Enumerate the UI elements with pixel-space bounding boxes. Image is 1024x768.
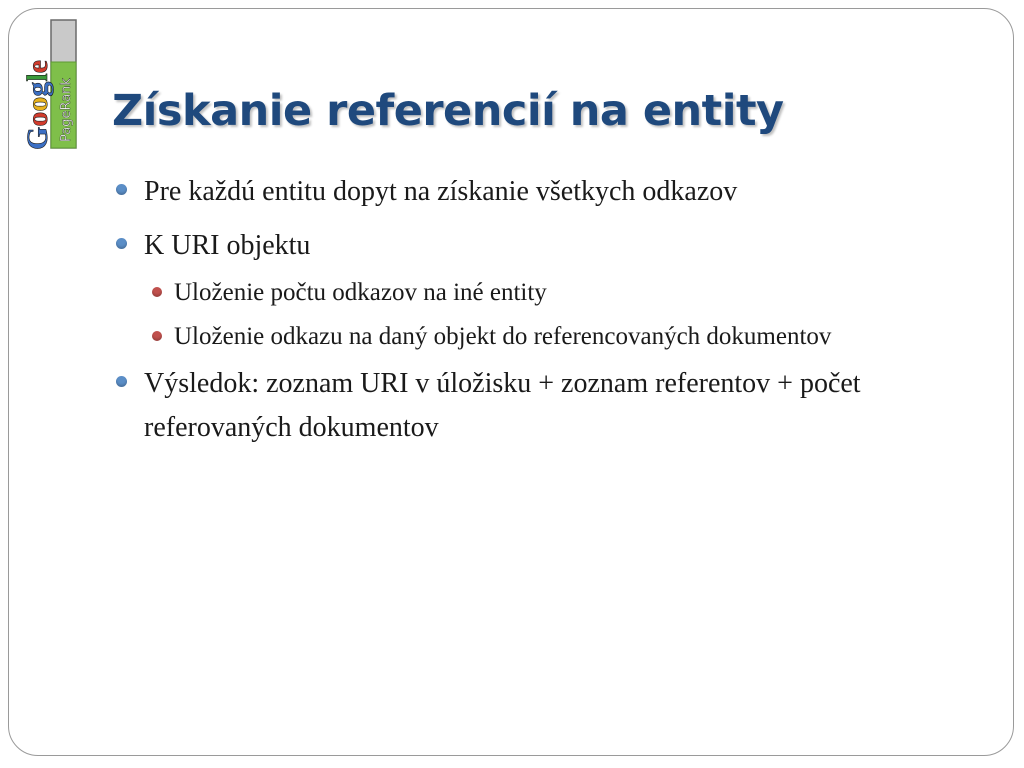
sub-bullet-item bbox=[116, 272, 936, 314]
google-wordmark bbox=[21, 60, 54, 150]
bullet-dot-icon bbox=[116, 376, 127, 387]
bullet-item bbox=[116, 362, 936, 450]
bullet-list bbox=[116, 170, 936, 460]
slide-title: Získanie referencií na entity bbox=[112, 86, 784, 136]
bullet-item bbox=[116, 224, 936, 268]
pagerank-logo-icon bbox=[20, 18, 80, 152]
sub-bullet-dot-icon bbox=[152, 331, 162, 341]
sub-bullet-text: Uloženie počtu odkazov na iné entity bbox=[174, 279, 547, 306]
sub-bullet-dot-icon bbox=[152, 287, 162, 297]
sub-bullet-text: Uloženie odkazu na daný objekt do referencovaných dokumentov bbox=[174, 323, 832, 350]
pagerank-text: PageRank bbox=[59, 78, 74, 142]
bullet-dot-icon bbox=[116, 238, 127, 249]
sub-bullet-item bbox=[116, 316, 936, 358]
svg-text:Google: Google bbox=[21, 59, 54, 150]
bullet-text: Výsledok: zoznam URI v úložisku + zoznam referentov + počet referovaných dokumentov bbox=[144, 368, 861, 443]
bullet-dot-icon bbox=[116, 184, 127, 195]
google-pagerank-logo bbox=[20, 18, 80, 152]
bullet-item bbox=[116, 170, 936, 214]
bullet-text: Pre každú entitu dopyt na získanie všetkych odkazov bbox=[144, 176, 738, 207]
bullet-text: K URI objektu bbox=[144, 230, 311, 261]
